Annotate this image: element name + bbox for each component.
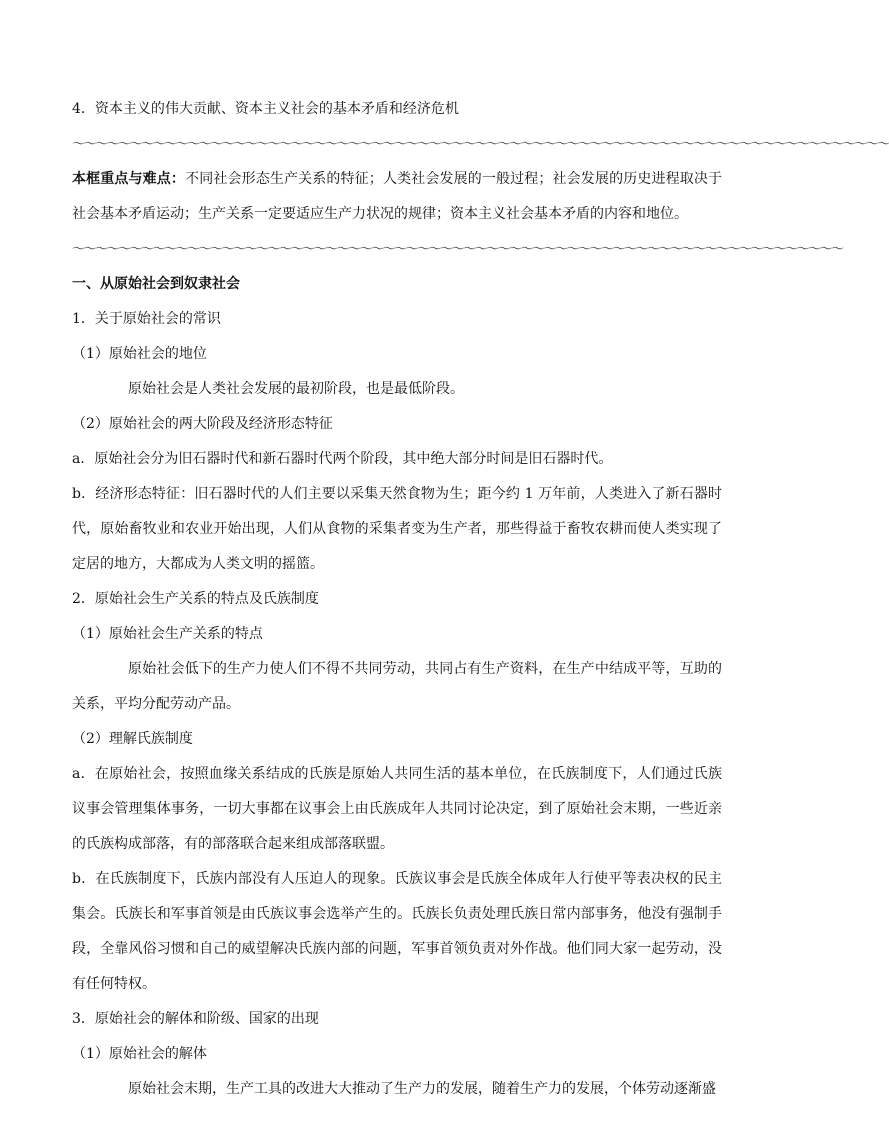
separator-line: ～～～～～～～～～～～～～～～～～～～～～～～～～～～～～～～～～～～～～～～～～～～～～～～～～～～～～～～～～～～～～～～～～～～～～～～: [72, 137, 889, 152]
point-title: （1）原始社会的地位: [72, 346, 207, 362]
point-text: b．经济形态特征：旧石器时代的人们主要以采集天然食物为生；距今约 1 万年前，人类进入了新石器时代，原始畜牧业和农业开始出现，人们从食物的采集者变为生产者，那些得益于畜牧农耕而使人类实现了定居的地方，大都成为人类文明的摇篮。: [72, 486, 722, 572]
separator-line: ～～～～～～～～～～～～～～～～～～～～～～～～～～～～～～～～～～～～～～～～～～～～～～～～～～～～～～～～～～～～～～～～～～～: [72, 242, 843, 257]
point-title: （2）原始社会的两大阶段及经济形态特征: [72, 416, 333, 432]
focus-label: 本框重点与难点：: [72, 171, 186, 187]
point-text: 原始社会末期，生产工具的改进大大推动了生产力的发展，随着生产力的发展，个体劳动逐渐盛: [128, 1081, 716, 1097]
point-title: （1）原始社会生产关系的特点: [72, 626, 263, 642]
point-text: 原始社会是人类社会发展的最初阶段，也是最低阶段。: [128, 381, 464, 397]
point-title: （1）原始社会的解体: [72, 1046, 207, 1062]
focus-paragraph: [72, 162, 722, 232]
subsection-title: 1．关于原始社会的常识: [72, 311, 221, 327]
point-title: （2）理解氏族制度: [72, 731, 193, 747]
focus-text: 不同社会形态生产关系的特征；人类社会发展的一般过程；社会发展的历史进程取决于社会基本矛盾运动；生产关系一定要适应生产力状况的规律；资本主义社会基本矛盾的内容和地位。: [72, 171, 723, 222]
subsection-title: 3．原始社会的解体和阶级、国家的出现: [72, 1011, 319, 1027]
header-item: 4．资本主义的伟大贡献、资本主义社会的基本矛盾和经济危机: [72, 101, 459, 117]
point-text: a．原始社会分为旧石器时代和新石器时代两个阶段，其中绝大部分时间是旧石器时代。: [72, 451, 613, 467]
point-text: 原始社会低下的生产力使人们不得不共同劳动，共同占有生产资料，在生产中结成平等，互助的关系，平均分配劳动产品。: [72, 661, 722, 712]
subsection-title: 2．原始社会生产关系的特点及氏族制度: [72, 591, 319, 607]
section-title: 一、从原始社会到奴隶社会: [72, 276, 240, 292]
document-page: [72, 92, 889, 1107]
point-text: a．在原始社会，按照血缘关系结成的氏族是原始人共同生活的基本单位，在氏族制度下，人们通过氏族议事会管理集体事务，一切大事都在议事会上由氏族成年人共同讨论决定，到了原始社会末期，一些近亲的氏族构成部落，有的部落联合起来组成部落联盟。: [72, 766, 722, 852]
point-text: b．在氏族制度下，氏族内部没有人压迫人的现象。氏族议事会是氏族全体成年人行使平等表决权的民主集会。氏族长和军事首领是由氏族议事会选举产生的。氏族长负责处理氏族日常内部事务，他没有强制手段，全靠风俗习惯和自己的威望解决氏族内部的问题，军事首领负责对外作战。他们同大家一起劳动，没有任何特权。: [72, 871, 722, 992]
